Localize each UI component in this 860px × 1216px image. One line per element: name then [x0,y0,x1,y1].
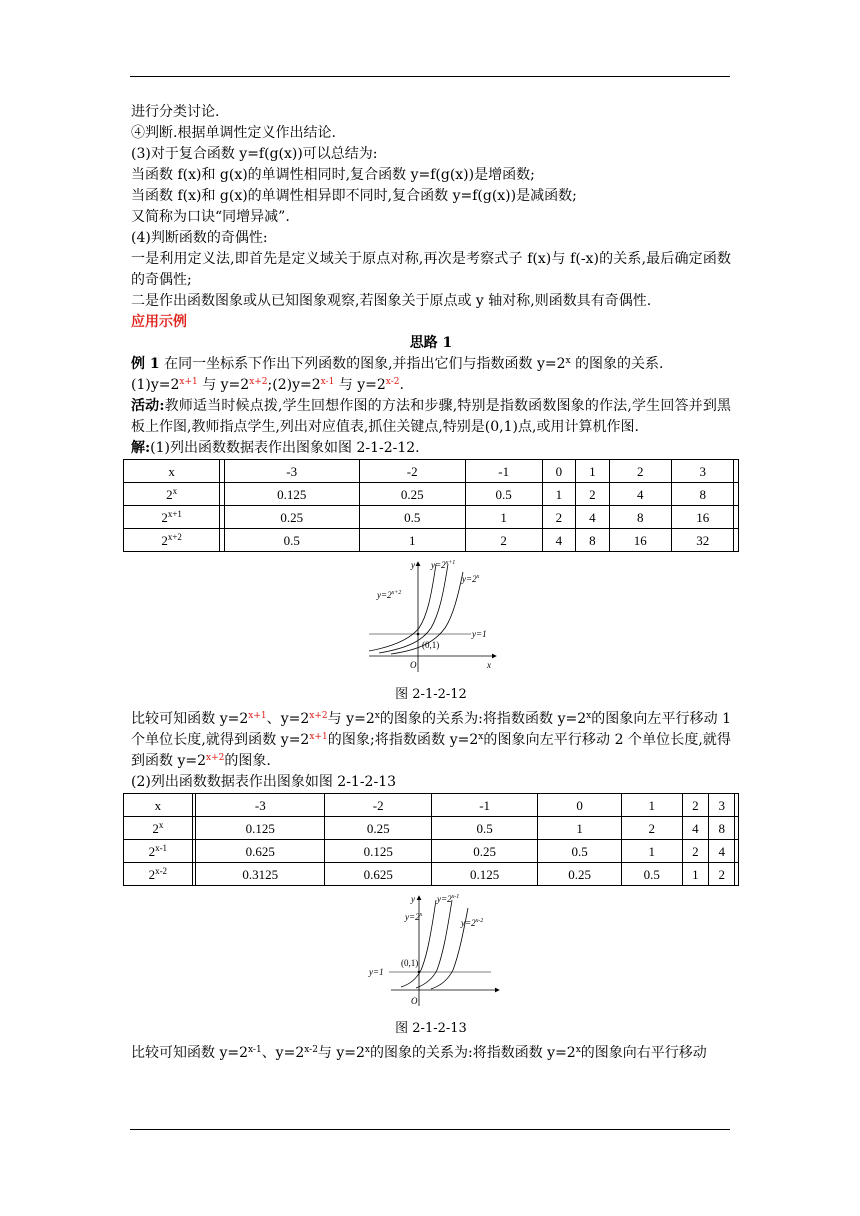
text-paragraph: 一是利用定义法,即首先是定义域关于原点对称,再次是考察式子 f(x)与 f(-x)的关系,最后确定函数的奇偶性; [131,251,731,288]
figure-2-1-2-12 [131,558,731,678]
figure-2-1-2-13 [131,892,731,1012]
footer-rule [130,1129,730,1130]
table-row: 2$^x$ 0.125 0.25 0.5 1 2 4 8 [124,817,739,840]
curve-label-x-minus-1: $y=2^{x-1}$ [437,894,460,904]
x-axis-label: x [487,660,491,670]
text-line: 当函数 f(x)和 g(x)的单调性相同时,复合函数 y=f(g(x))是增函数; [131,167,535,183]
curve-2-pow-x-plus-2 [369,564,436,651]
example-label: 例 1 [131,356,160,372]
point-label: (0,1) [422,640,440,650]
curve-label-x-plus-1: $y=2^{x+1}$ [431,560,456,570]
point-label: (0,1) [401,958,419,968]
line-label: y=1 [472,629,487,639]
curve-label-x: $y=2^x$ [462,574,480,584]
point-0-1 [417,633,420,636]
table-row: x -3 -2 -1 0 1 2 3 [124,794,739,817]
comparison-paragraph-2: 比较可知函数 $y=2^{x-1}$、$y=2^{x-2}$与 $y=2^x$的图象的关系为:将指数函数 $y=2^x$的图象向右平行移动 [131,1045,707,1061]
point-0-1 [418,971,421,974]
header-rule [130,76,730,77]
subsection-heading: 思路 1 [409,335,453,351]
text-line: 进行分类讨论. [131,104,220,120]
figure-caption: 图 2-1-2-12 [395,687,467,702]
curve-label-x-minus-2: $y=2^{x-2}$ [461,918,484,928]
y-axis-label: y [411,894,415,904]
origin-label: O [410,660,417,670]
table-row: 2$^x$ 0.125 0.25 0.5 1 2 4 8 [124,483,739,506]
text-line: 二是作出函数图象或从已知图象观察,若图象关于原点或 y 轴对称,则函数具有奇偶性. [131,293,652,309]
example-functions: $(1)y=2^{x+1}$ 与 $y=2^{x+2};(2)y=2^{x-1}$ 与 $y=2^{x-2}$. [131,377,404,393]
curve-label-x: $y=2^x$ [405,912,423,922]
activity-paragraph: 活动:教师适当时候点拨,学生回想作图的方法和步骤,特别是指数函数图象的作法,学生回答并到黑板上作图,教师指点学生,列出对应值表,抓住关键点,特别是(0,1)点,或用计算机作图. [131,398,731,435]
text-line: 当函数 f(x)和 g(x)的单调性相异即不同时,复合函数 y=f(g(x))是减函数; [131,188,577,204]
table-row: 2$^{x-1}$ 0.625 0.125 0.25 0.5 1 2 4 [124,840,739,863]
text-line: (2)列出函数数据表作出图象如图 2-1-2-13 [131,774,397,790]
table-row: $2^{x+1}$ 0.25 0.5 1 2 4 8 16 [124,506,739,529]
text-line: 又简称为口诀“同增异减”. [131,209,290,225]
graph-shift-left [361,558,501,678]
value-table-1 [123,459,739,552]
y-axis-label: y [411,560,415,570]
graph-shift-right [361,892,501,1012]
section-heading: 应用示例 [131,314,187,330]
value-table-2 [123,793,739,886]
table-row: $2^{x+2}$ 0.5 1 2 4 8 16 32 [124,529,739,552]
line-label: y=1 [369,967,384,977]
example-statement: 例 1 在同一坐标系下作出下列函数的图象,并指出它们与指数函数 $y=2^x$ 的图象的关系. [131,356,664,372]
figure-caption: 图 2-1-2-13 [395,1021,467,1036]
table-row: x -3 -2 -1 0 1 2 3 [124,460,739,483]
solution-line: 解:(1)列出函数数据表作出图象如图 2-1-2-12. [131,440,420,456]
document-body [131,102,731,1064]
origin-label: O [411,996,418,1006]
text-line: (3)对于复合函数 y=f(g(x))可以总结为: [131,146,378,162]
text-line: ④判断.根据单调性定义作出结论. [131,125,336,141]
table-row: 2$^{x-2}$ 0.3125 0.625 0.125 0.25 0.5 1 2 [124,863,739,886]
comparison-paragraph-1: 比较可知函数 $y=2^{x+1}$、$y=2^{x+2}$与 $y=2^x$的图象的关系为:将指数函数 $y=2^x$的图象向左平行移动 1 个单位长度,就得到函数 $y=2^{x+1}$的图象;将指数函数 $y=2^x$的图象向左平行移动 2 个单位长度,就得到函数 $y=2^{x+2}$的图象. [131,711,732,769]
text-line: (4)判断函数的奇偶性: [131,230,268,246]
curve-label-x-plus-2: $y=2^{x+2}$ [377,590,402,600]
